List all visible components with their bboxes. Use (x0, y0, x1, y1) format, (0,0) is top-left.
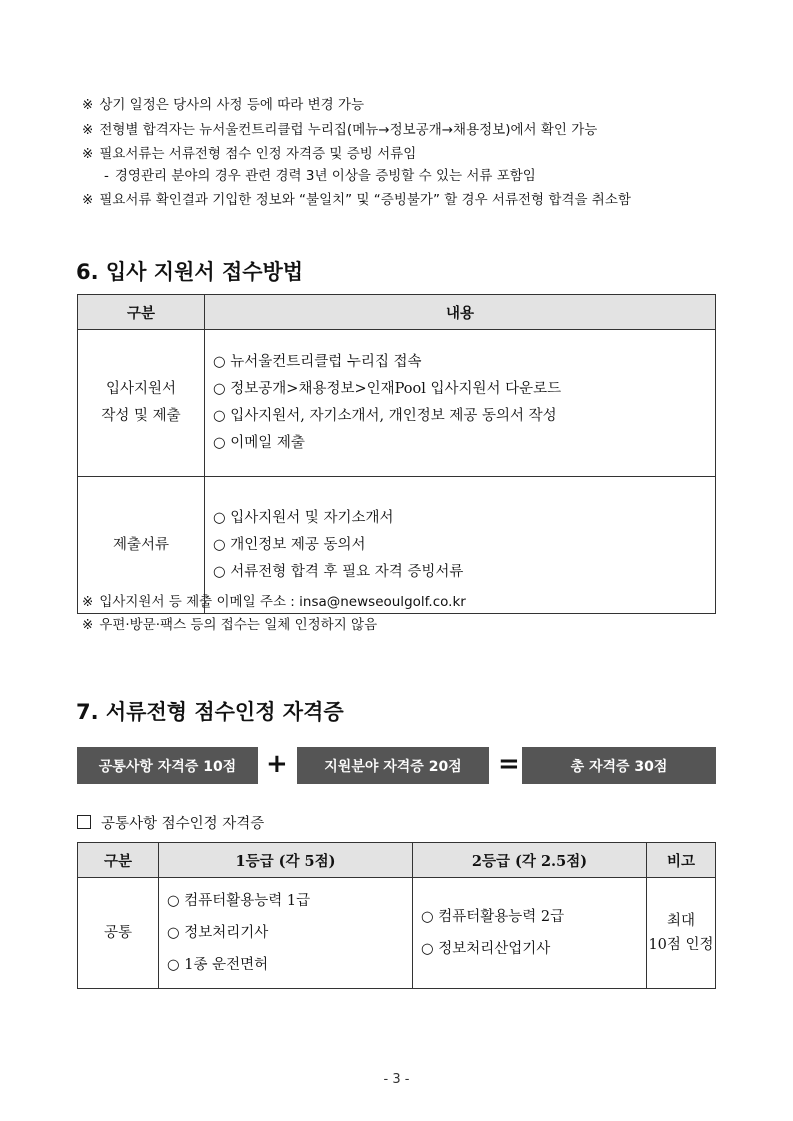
category-line: 입사지원서 (105, 381, 177, 397)
section-6-title: 6. 입사 지원서 접수방법 (76, 260, 304, 284)
table-row (78, 878, 716, 989)
reference-mark: ※ (82, 122, 94, 138)
note-results (82, 118, 597, 138)
reference-mark: ※ (82, 617, 94, 633)
header-grade2: 2등급 (각 2.5점) (413, 843, 647, 878)
list-item: ○ 컴퓨터활용능력 2급 (421, 909, 565, 925)
page-number: - 3 - (383, 1072, 410, 1087)
subheading-text: 공통사항 점수인정 자격증 (101, 816, 265, 832)
note-required-docs (82, 142, 416, 162)
reference-mark: ※ (82, 192, 94, 208)
list-item: ○ 입사지원서 및 자기소개서 (213, 509, 394, 526)
header-remark: 비고 (647, 843, 716, 878)
note-schedule (82, 93, 364, 113)
list-item: ○ 입사지원서, 자기소개서, 개인정보 제공 동의서 작성 (213, 408, 557, 424)
subnote-management (104, 164, 536, 184)
table-header-row (78, 295, 716, 330)
note-text: 상기 일정은 당사의 사정 등에 따라 변경 가능 (99, 97, 365, 113)
subheading-common-certs (77, 812, 264, 833)
cell-category: 공통 (78, 878, 159, 989)
plus-sign: + (266, 749, 288, 779)
list-item: ○ 개인정보 제공 동의서 (213, 536, 366, 553)
category-line: 제출서류 (112, 536, 170, 553)
cell-grade2 (413, 878, 647, 989)
cell-grade1 (159, 878, 413, 989)
note-text: 필요서류 확인결과 기입한 정보와 “불일치” 및 “증빙불가” 할 경우 서류전형 합격을 취소함 (99, 192, 631, 208)
reference-mark: ※ (82, 97, 94, 113)
list-item: ○ 정보처리기사 (167, 925, 269, 941)
formula-total-box: 총 자격증 30점 (522, 747, 716, 784)
table-header-row (78, 843, 716, 878)
list-item: ○ 뉴서울컨트리클럽 누리집 접속 (213, 354, 422, 370)
header-grade1: 1등급 (각 5점) (159, 843, 413, 878)
list-item: ○ 1종 운전면허 (167, 957, 269, 973)
formula-common-box: 공통사항 자격증 10점 (77, 747, 258, 784)
header-category: 구분 (78, 843, 159, 878)
note-text: 우편·방문·팩스 등의 접수는 일체 인정하지 않음 (99, 617, 378, 633)
note-no-mail (82, 613, 377, 633)
dash-mark: - (104, 168, 109, 184)
note-text: 필요서류는 서류전형 점수 인정 자격증 및 증빙 서류임 (99, 146, 417, 162)
cell-remark (647, 878, 716, 989)
row-content (205, 330, 716, 477)
checkbox-icon (77, 815, 91, 829)
list-item: ○ 이메일 제출 (213, 435, 305, 451)
header-content: 내용 (205, 295, 716, 330)
reference-mark: ※ (82, 146, 94, 162)
list-item: ○ 정보처리산업기사 (421, 941, 551, 957)
application-method-table (77, 294, 716, 614)
header-category: 구분 (78, 295, 205, 330)
list-item: ○ 서류전형 합격 후 필요 자격 증빙서류 (213, 563, 464, 580)
table-row (78, 330, 716, 477)
list-item: ○ 정보공개>채용정보>인재Pool 입사지원서 다운로드 (213, 381, 562, 397)
formula-field-box: 지원분야 자격증 20점 (297, 747, 489, 784)
certificate-table (77, 842, 716, 989)
reference-mark: ※ (82, 594, 94, 610)
note-text: 경영관리 분야의 경우 관련 경력 3년 이상을 증빙할 수 있는 서류 포함임 (114, 168, 536, 184)
remark-line: 최대 (666, 913, 695, 929)
section-7-title: 7. 서류전형 점수인정 자격증 (76, 700, 344, 724)
remark-line: 10점 인정 (648, 937, 714, 953)
category-line: 작성 및 제출 (101, 408, 181, 424)
equals-sign: = (498, 749, 520, 779)
list-item: ○ 컴퓨터활용능력 1급 (167, 893, 311, 909)
note-text: 입사지원서 등 제출 이메일 주소 : insa@newseoulgolf.co.kr (99, 594, 466, 610)
note-email (82, 590, 466, 610)
note-cancel (82, 188, 631, 208)
row-category (78, 330, 205, 477)
note-text: 전형별 합격자는 뉴서울컨트리클럽 누리집(메뉴→정보공개→채용정보)에서 확인 가능 (99, 122, 598, 138)
